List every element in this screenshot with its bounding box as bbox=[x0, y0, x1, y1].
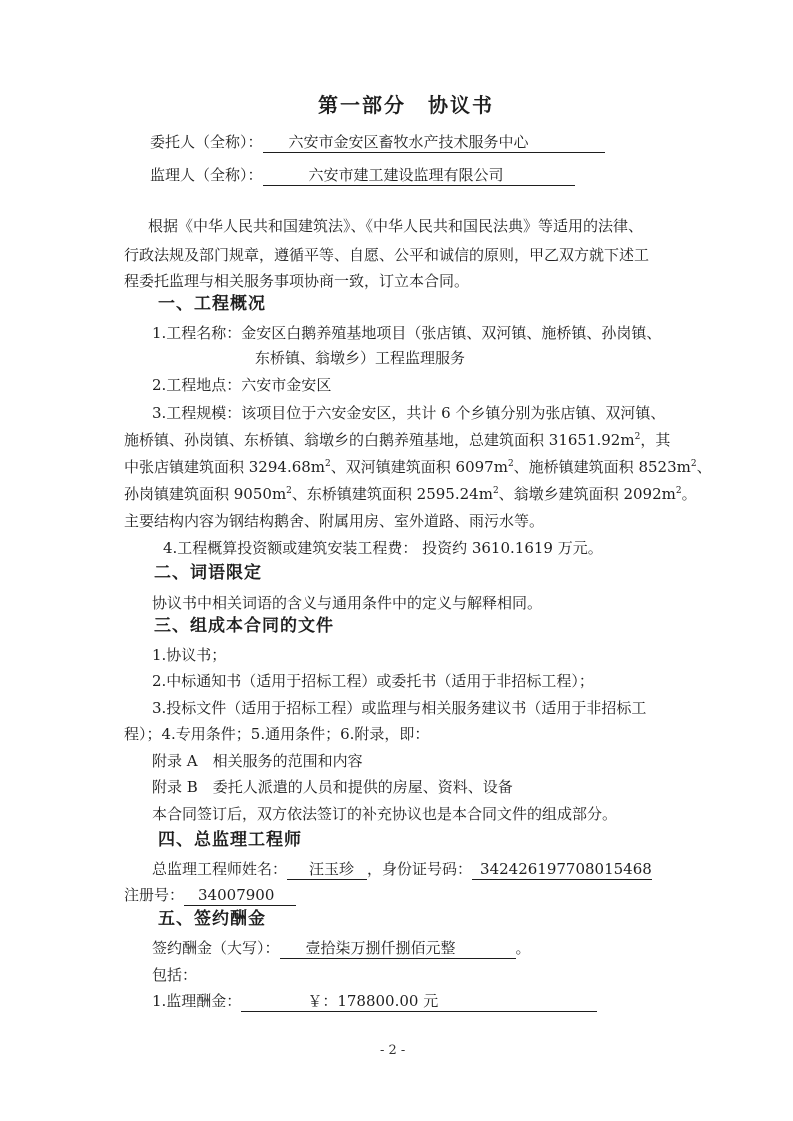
sup-2: 2 bbox=[325, 459, 331, 469]
scale-text: 孙岗镇建筑面积 9050m bbox=[124, 485, 287, 503]
chief-engineer-line bbox=[152, 858, 652, 880]
project-name-line-2: 东桥镇、翁墩乡）工程监理服务 bbox=[255, 349, 466, 367]
sup-2: 2 bbox=[507, 459, 514, 469]
include-label: 包括： bbox=[152, 966, 198, 984]
scale-text: 、双河镇建筑面积 6097m bbox=[330, 458, 508, 476]
section-4-heading: 四、总监理工程师 bbox=[158, 830, 302, 850]
id-number: 342426197708015468 bbox=[472, 859, 652, 880]
contract-amount-line bbox=[152, 937, 531, 959]
scale-text: 、施桥镇建筑面积 8523m bbox=[513, 458, 691, 476]
page-number: - 2 - bbox=[380, 1043, 406, 1058]
client-name: 六安市金安区畜牧水产技术服务中心 bbox=[263, 132, 605, 153]
amount-label: 签约酬金（大写）： bbox=[152, 939, 280, 957]
scale-text: 、东桥镇建筑面积 2595.24m bbox=[291, 485, 493, 503]
client-line bbox=[150, 131, 605, 153]
appendix-a: 附录 A 相关服务的范围和内容 bbox=[152, 752, 363, 770]
sup-2: 2 bbox=[675, 486, 682, 496]
section-2-heading: 二、词语限定 bbox=[154, 563, 262, 583]
sup-2: 2 bbox=[690, 459, 697, 469]
supervisor-name: 六安市建工建设监理有限公司 bbox=[263, 165, 575, 186]
amount-end: 。 bbox=[515, 939, 531, 957]
project-scale-line-3 bbox=[124, 456, 712, 478]
doc-item-3-line-2: 程）；4.专用条件；5.通用条件；6.附录，即： bbox=[124, 725, 430, 743]
section-5-heading: 五、签约酬金 bbox=[158, 909, 266, 929]
registration-label: 注册号： bbox=[124, 886, 185, 904]
fee-label: 1.监理酬金： bbox=[152, 992, 242, 1010]
sup-2: 2 bbox=[492, 486, 499, 496]
project-scale-line-1: 3.工程规模：该项目位于六安金安区，共计 6 个乡镇分别为张店镇、双河镇、 bbox=[152, 404, 666, 422]
fee-amount: ￥：178800.00 元 bbox=[241, 991, 597, 1012]
supervisor-line bbox=[150, 164, 575, 186]
sup-2: 2 bbox=[634, 432, 641, 442]
scale-text: 施桥镇、孙岗镇、东桥镇、翁墩乡的白鹅养殖基地，总建筑面积 31651.92m bbox=[124, 431, 635, 449]
appendix-b: 附录 B 委托人派遣的人员和提供的房屋、资料、设备 bbox=[152, 778, 513, 796]
registration-number: 34007900 bbox=[184, 885, 296, 906]
id-label: ，身份证号码： bbox=[367, 860, 473, 878]
doc-item-1: 1.协议书； bbox=[152, 646, 227, 664]
supplement-note: 本合同签订后，双方依法签订的补充协议也是本合同文件的组成部分。 bbox=[152, 805, 618, 823]
doc-item-3-line-1: 3.投标文件（适用于招标工程）或监理与相关服务建议书（适用于非招标工 bbox=[152, 699, 647, 717]
chief-name: 汪玉珍 bbox=[287, 859, 367, 880]
intro-line-2: 行政法规及部门规章，遵循平等、自愿、公平和诚信的原则，甲乙双方就下述工 bbox=[124, 246, 650, 264]
project-investment: 4.工程概算投资额或建筑安装工程费： 投资约 3610.1619 万元。 bbox=[163, 539, 603, 557]
scale-text: 、翁墩乡建筑面积 2092m bbox=[498, 485, 676, 503]
intro-line-3: 程委托监理与相关服务事项协商一致，订立本合同。 bbox=[124, 272, 470, 290]
terms-text: 协议书中相关词语的含义与通用条件中的定义与解释相同。 bbox=[152, 594, 543, 612]
project-scale-line-5: 主要结构内容为钢结构鹅舍、附属用房、室外道路、雨污水等。 bbox=[124, 512, 545, 530]
amount-words: 壹拾柒万捌仟捌佰元整 bbox=[280, 938, 516, 959]
chief-name-label: 总监理工程师姓名： bbox=[152, 860, 288, 878]
registration-line bbox=[124, 884, 296, 906]
page-title: 第一部分 协议书 bbox=[318, 93, 494, 117]
doc-item-2: 2.中标通知书（适用于招标工程）或委托书（适用于非招标工程）； bbox=[152, 672, 594, 690]
intro-line-1: 根据《中华人民共和国建筑法》、《中华人民共和国民法典》等适用的法律、 bbox=[148, 217, 644, 235]
supervisor-label: 监理人（全称）： bbox=[150, 166, 263, 184]
section-3-heading: 三、组成本合同的文件 bbox=[154, 616, 334, 636]
scale-text: 。 bbox=[681, 485, 697, 503]
sup-2: 2 bbox=[286, 486, 292, 496]
supervision-fee-line bbox=[152, 990, 597, 1012]
section-1-heading: 一、工程概况 bbox=[158, 294, 266, 314]
project-name-line-1: 1.工程名称：金安区白鹅养殖基地项目（张店镇、双河镇、施桥镇、孙岗镇、 bbox=[152, 324, 662, 342]
scale-text: 、 bbox=[696, 458, 712, 476]
scale-text: ，其 bbox=[640, 431, 671, 449]
project-scale-line-2 bbox=[124, 429, 670, 451]
scale-text: 中张店镇建筑面积 3294.68m bbox=[124, 458, 326, 476]
project-location: 2.工程地点：六安市金安区 bbox=[152, 376, 332, 394]
client-label: 委托人（全称）： bbox=[150, 133, 263, 151]
project-scale-line-4 bbox=[124, 483, 697, 505]
